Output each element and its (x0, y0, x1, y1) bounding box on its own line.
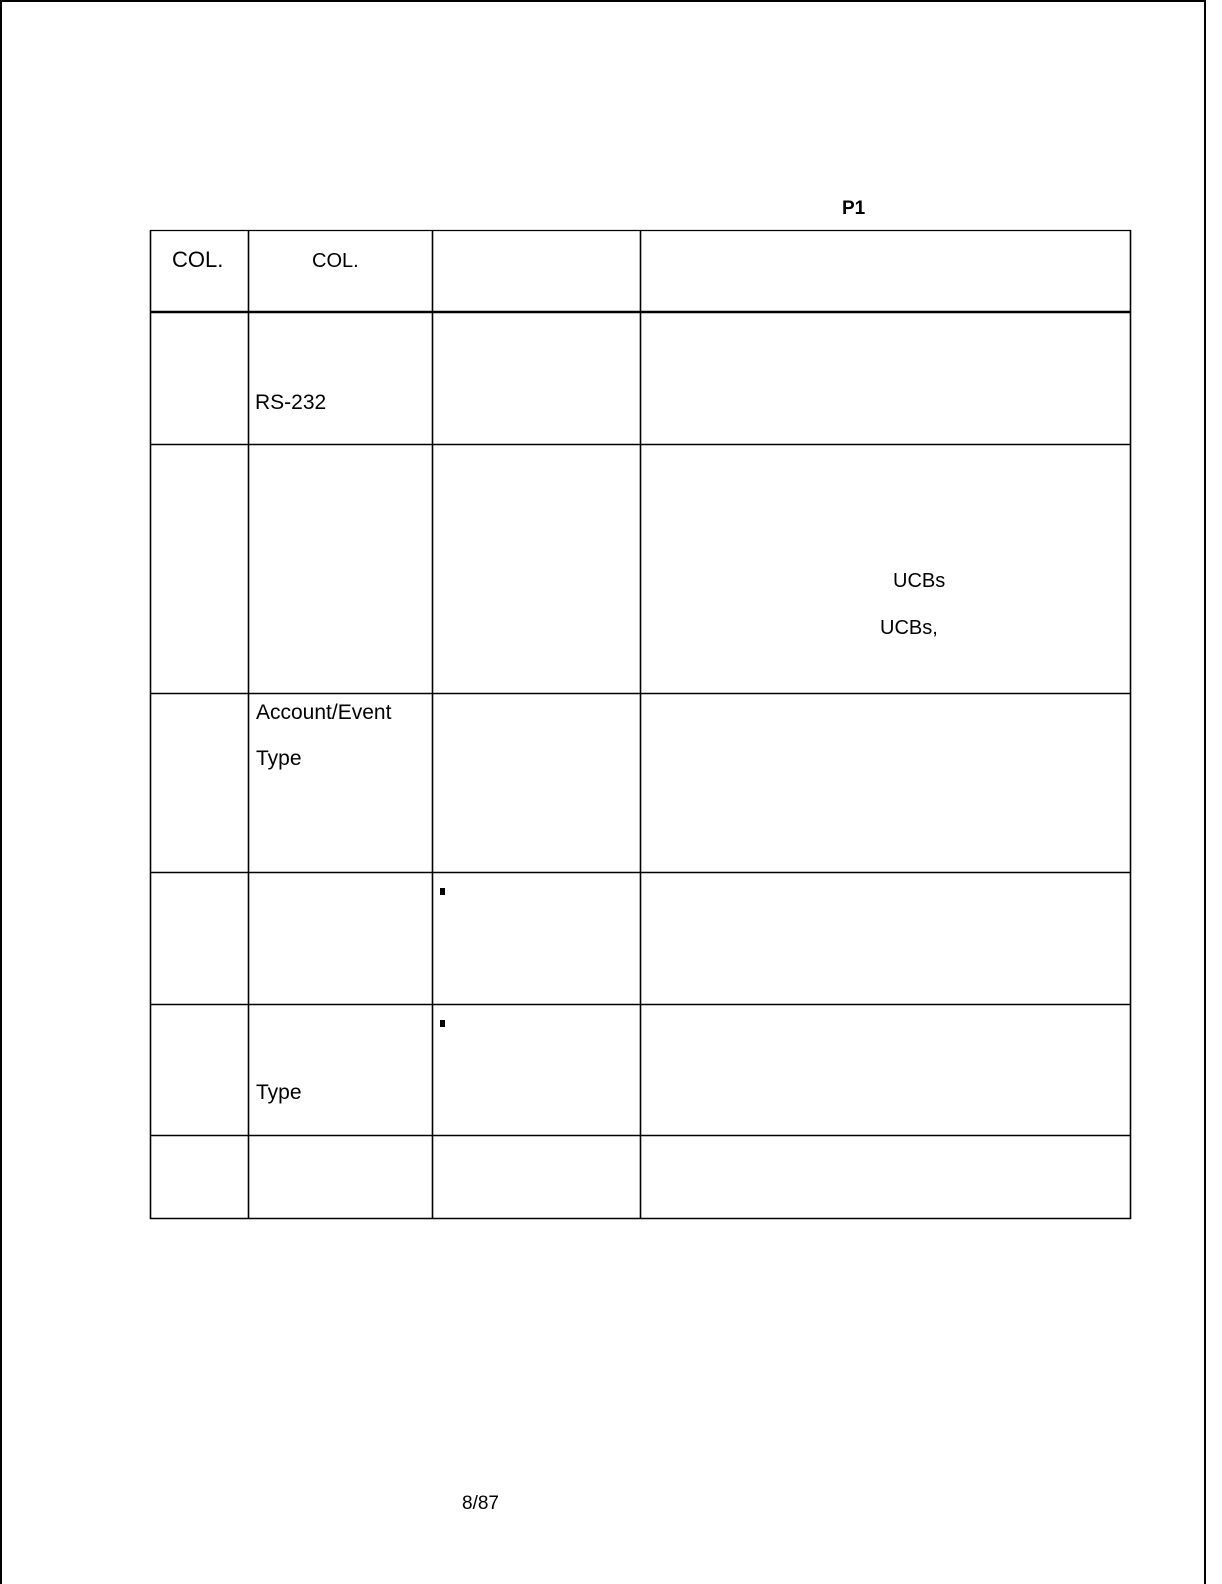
cell-rs232: RS-232 (255, 391, 327, 414)
bullet-marker (440, 888, 445, 895)
cell-type: Type (256, 1081, 302, 1104)
cell-ucbs-comma: UCBs, (880, 617, 938, 639)
cell-ucbs: UCBs (893, 570, 946, 592)
section-label: P1 (842, 198, 866, 219)
cell-account-event: Account/Event (256, 701, 392, 724)
cell-type: Type (256, 747, 302, 770)
bullet-marker (440, 1020, 445, 1027)
header-col-1: COL. (172, 247, 224, 272)
footer-date: 8/87 (462, 1493, 499, 1514)
header-col-2: COL. (312, 250, 359, 272)
